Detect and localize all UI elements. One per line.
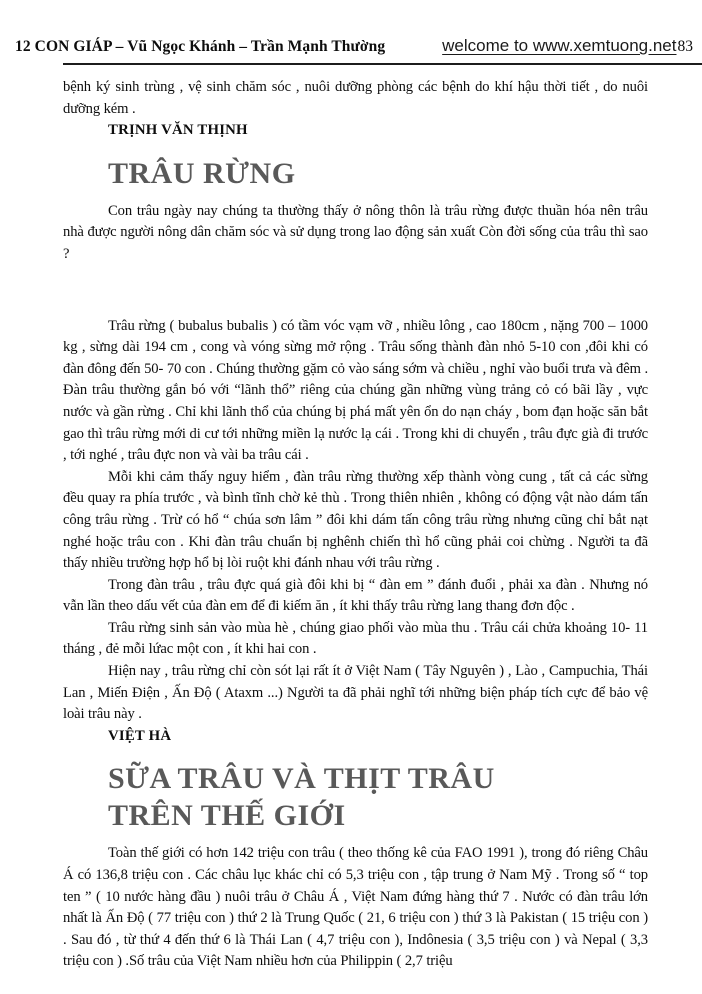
article-title: [63, 760, 648, 834]
book-title: 12 CON GIÁP – Vũ Ngọc Khánh – Trần Mạnh Thường: [15, 38, 386, 55]
page-header: [0, 0, 702, 56]
body-paragraph: Toàn thế giới có hơn 142 triệu con trâu ( theo thống kê của FAO 1991 ), trong đó riêng Châu Á có 136,8 triệu con . Các châu lục khác chỉ có 5,3 triệu con , tập trung ở Nam Mỹ . Trong số “ top ten ” ( 10 nước hàng đầu ) nuôi trâu ở Châu Á , Việt Nam đứng hàng thứ 7 . Nước có đàn trâu lớn nhất là Ấn Độ ( 77 triệu con ) thứ 2 là Trung Quốc ( 21, 6 triệu con ) thứ 3 là Pakistan ( 15 triệu con ) . Sau đó , từ thứ 4 đến thứ 6 là Thái Lan ( 4,7 triệu con ), Indônesia ( 3,5 triệu con ) và Nepal ( 3,3 triệu con ) .Số trâu của Việt Nam nhiều hơn của Philippin ( 2,7 triệu: [63, 845, 648, 970]
author-name: VIỆT HÀ: [108, 727, 172, 744]
article-title-line: TRÂU RỪNG: [108, 156, 296, 190]
page-number: 83: [677, 38, 693, 55]
body-paragraph: Con trâu ngày nay chúng ta thường thấy ở nông thôn là trâu rừng được thuần hóa nên trâu nhà được người nông dân chăm sóc và sử dụng trong lao động sản xuất Còn đời sống của trâu thì sao ?: [63, 202, 648, 262]
header-divider: [63, 63, 702, 65]
site-link[interactable]: welcome to www.xemtuong.net: [442, 36, 677, 55]
body-paragraph: Trâu rừng ( bubalus bubalis ) có tầm vóc vạm vỡ , nhiều lông , cao 180cm , nặng 700 – 1000 kg , sừng dài 194 cm , cong và vóng sừng mở rộng . Trâu sống thành đàn nhỏ 5-10 con ,đôi khi có đàn đông đến 50- 70 con . Chúng thường gặm cỏ vào sáng sớm và chiều , nghỉ vào buổi trưa và đêm . Đàn trâu thường gắn bó với “lãnh thổ” riêng của chúng gần những vùng trảng cỏ có bãi lầy , vực nước và gần rừng . Chỉ khi lãnh thổ của chúng bị phá mất yên ổn do nạn cháy , bom đạn hoặc săn bắt gao thì trâu rừng mới di cư tới những miền lạ nước lạ cái . Trong khi di chuyển , trâu đực già đi trước , tới nghé , trâu đực non và vài ba trâu cái .: [63, 317, 648, 464]
body-paragraph: bệnh ký sinh trùng , vệ sinh chăm sóc , nuôi dưỡng phòng các bệnh do khí hậu thời tiết , do nuôi dưỡng kém .: [63, 79, 648, 117]
page-content: [63, 77, 648, 973]
article-title: [63, 155, 648, 192]
body-paragraph: Trâu rừng sinh sản vào mùa hè , chúng giao phối vào mùa thu . Trâu cái chửa khoảng 10- 11 tháng , đẻ mỗi lứac một con , ít khi hai con .: [63, 619, 648, 658]
article-title-line: SỮA TRÂU VÀ THỊT TRÂU: [108, 762, 495, 796]
body-paragraph: Mỗi khi cảm thấy nguy hiểm , đàn trâu rừng thường xếp thành vòng cung , tất cả các sừng đều quay ra phía trước , và bình tĩnh chờ kẻ thù . Trong thiên nhiên , không có động vật nào dám tấn công trâu rừng . Trừ có hổ “ chúa sơn lâm ” đôi khi dám tấn công trâu rừng nhưng cũng chỉ bắt nạt nghé hoặc trâu con . Khi đàn trâu chuẩn bị nghênh chiến thì hổ cũng phải coi chừng . Người ta đã thấy nhiều trường hợp hổ bị lòi ruột khi đánh nhau với trâu rừng .: [63, 468, 648, 572]
body-paragraph: Hiện nay , trâu rừng chỉ còn sót lại rất ít ở Việt Nam ( Tây Nguyên ) , Lào , Campuchia, Thái Lan , Miến Điện , Ấn Độ ( Ataxm ...) Người ta đã phải nghĩ tới những biện pháp tích cực để bảo vệ loài trâu này .: [63, 663, 648, 723]
body-paragraph: Trong đàn trâu , trâu đực quá già đôi khi bị “ đàn em ” đánh đuổi , phải xa đàn . Nhưng nó vẫn lần theo dấu vết của đàn em để đi kiếm ăn , ít khi thấy trâu rừng lang thang đơn độc .: [63, 576, 648, 615]
header-right: [442, 36, 693, 56]
article-title-line: TRÊN THẾ GIỚI: [108, 799, 346, 833]
author-name: TRỊNH VĂN THỊNH: [108, 122, 248, 139]
